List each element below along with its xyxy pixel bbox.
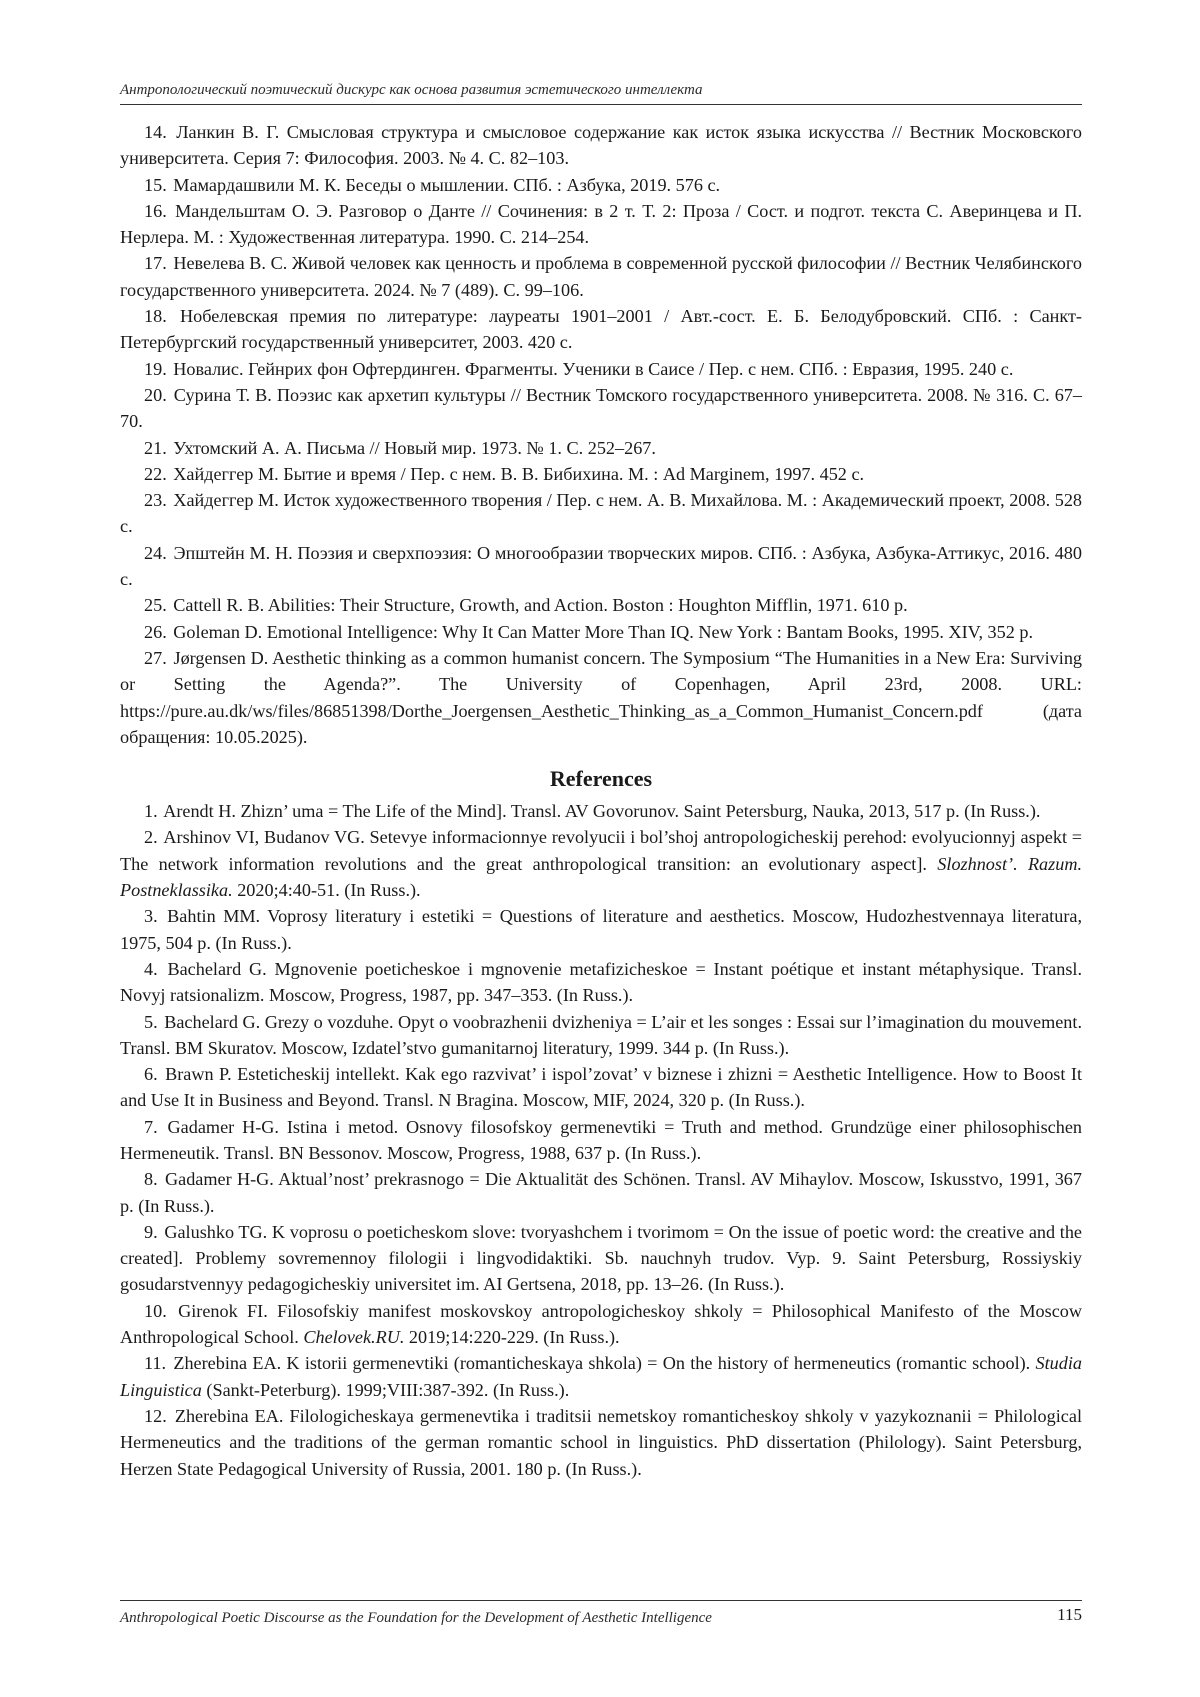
references-heading: References (549, 766, 653, 792)
header-rule (120, 104, 1082, 105)
reference-number: 25. (144, 595, 167, 616)
reference-number: 26. (144, 621, 167, 642)
reference-text: Ухтомский А. А. Письма // Новый мир. 1973. № 1. С. 252–267. (173, 437, 656, 458)
reference-text: Мандельштам О. Э. Разговор о Данте // Сочинения: в 2 т. Т. 2: Проза / Сост. и подгот. текста С. Аверинцева и П. Нерлера. М. : Художественная литература. 1990. С. 214–254. (120, 200, 1082, 248)
reference-number: 11. (144, 1353, 167, 1374)
reference-text: Bachelard G. Mgnovenie poeticheskoe i mgnovenie metafizicheskoe = Instant poétique et instant métaphysique. Transl. Novyj ratsionalizm. Moscow, Progress, 1987, pp. 347–353. (In Russ.). (120, 958, 1082, 1006)
reference-text: Galushko TG. K voprosu o poeticheskom slove: tvoryashchem i tvorimom = On the issue of poetic word: the creative and the created]. Problemy sovremennoy filologii i lingvodidaktiki. Sb. nauchnyh trudov. Vyp. 9. Saint Petersburg, Rossiyskiy gosudarstvennyy pedagogicheskiy universitet im. AI Gertsena, 2018, pp. 13–26. (In Russ.). (120, 1221, 1083, 1295)
reference-entry (120, 172, 1082, 198)
reference-number: 4. (144, 958, 158, 979)
reference-text: Zherebina EA. K istorii germenevtiki (romanticheskaya shkola) = On the history of hermeneutics (romantic school). (173, 1353, 1031, 1374)
reference-entry (120, 619, 1082, 645)
reference-journal-title: Studia Linguistica (120, 1353, 1082, 1400)
reference-entry (120, 1061, 1082, 1114)
reference-text: Хайдеггер М. Бытие и время / Пер. с нем. В. В. Бибихина. М. : Ad Marginem, 1997. 452 с. (173, 463, 865, 484)
reference-entry (120, 1219, 1082, 1298)
reference-text: Нобелевская премия по литературе: лауреаты 1901–2001 / Авт.-сост. Е. Б. Белодубровский. СПб. : Санкт-Петербургский государственный университет, 2003. 420 с. (120, 306, 1082, 353)
reference-entry (120, 461, 1082, 487)
reference-text: Новалис. Гейнрих фон Офтердинген. Фрагменты. Ученики в Саисе / Пер. с нем. СПб. : Евразия, 1995. 240 с. (173, 358, 1014, 379)
reference-text: Bachelard G. Grezy o vozduhe. Opyt o voobrazhenii dvizheniya = L’air et les songes : Essai sur l’imagination du mouvement. Transl. BM Skuratov. Moscow, Izdatel’stvo gumanitarnoj literatury, 1999. 344 p. (In Russ.). (120, 1011, 1083, 1058)
reference-text: Невелева В. С. Живой человек как ценность и проблема в современной русской философии // Вестник Челябинского государственного университета. 2024. № 7 (489). С. 99–106. (120, 253, 1082, 300)
reference-number: 12. (144, 1405, 167, 1426)
reference-entry (120, 824, 1082, 903)
reference-number: 24. (144, 542, 167, 563)
reference-entry (120, 119, 1082, 172)
reference-entry (120, 487, 1082, 540)
reference-entry (120, 903, 1082, 956)
reference-number: 18. (144, 306, 167, 327)
reference-number: 15. (144, 174, 167, 195)
reference-number: 20. (144, 384, 167, 405)
reference-entry (120, 435, 1082, 461)
reference-number: 3. (144, 906, 158, 927)
reference-details: (Sankt-Peterburg). 1999;VIII:387-392. (In Russ.). (201, 1379, 570, 1400)
reference-number: 19. (144, 358, 167, 379)
reference-text: Мамардашвили М. К. Беседы о мышлении. СПб. : Азбука, 2019. 576 с. (173, 174, 721, 195)
reference-entry (120, 1350, 1082, 1403)
reference-text: Gadamer H-G. Aktual’nost’ prekrasnogo = Die Aktualität des Schönen. Transl. AV Mihaylov. Moscow, Iskusstvo, 1991, 367 p. (In Russ.). (120, 1169, 1082, 1216)
reference-text: Gadamer H-G. Istina i metod. Osnovy filosofskoy germenevtiki = Truth and method. Grundzüge einer philosophischen Hermeneutik. Transl. BN Bessonov. Moscow, Progress, 1988, 637 p. (In Russ.). (120, 1116, 1082, 1163)
running-header: Антропологический поэтический дискурс как основа развития эстетического интеллекта (120, 82, 703, 98)
reference-text: Brawn P. Esteticheskij intellekt. Kak ego razvivat’ i ispol’zovat’ v biznese i zhizni = Aesthetic Intelligence. How to Boost It and Use It in Business and Beyond. Transl. N Bragina. Moscow, MIF, 2024, 320 p. (In Russ.). (120, 1064, 1082, 1111)
reference-journal-title: Chelovek.RU. (303, 1327, 405, 1348)
reference-text: Эпштейн М. Н. Поэзия и сверхпоэзия: О многообразии творческих миров. СПб. : Азбука, Азбука-Аттикус, 2016. 480 с. (120, 542, 1082, 590)
reference-entry (120, 956, 1082, 1009)
english-reference-list (120, 798, 1082, 1482)
reference-text: Хайдеггер М. Исток художественного творения / Пер. с нем. А. В. Михайлова. М. : Академический проект, 2008. 528 с. (120, 490, 1083, 537)
reference-text: Zherebina EA. Filologicheskaya germenevtika i traditsii nemetskoy romanticheskoy shkoly v yazykoznanii = Philological Hermeneutics and the traditions of the german romantic school in linguistics. PhD dissertation (Philology). Saint Petersburg, Herzen State Pedagogical University of Russia, 2001. 180 p. (In Russ.). (120, 1405, 1082, 1479)
reference-text: Girenok FI. Filosofskiy manifest moskovskoy antropologicheskoy shkoly = Philosophical Manifesto of the Moscow Anthropological School. (120, 1300, 1082, 1348)
reference-number: 2. (144, 827, 158, 848)
reference-text: Bahtin MM. Voprosy literatury i estetiki = Questions of literature and aesthetics. Moscow, Hudozhestvennaya literatura, 1975, 504 p. (In Russ.). (120, 906, 1083, 953)
reference-entry (120, 303, 1082, 356)
reference-entry (120, 1166, 1082, 1219)
reference-number: 8. (144, 1169, 158, 1190)
reference-details: 2020;4:40-51. (In Russ.). (232, 880, 421, 901)
reference-number: 21. (144, 437, 167, 458)
reference-number: 16. (144, 200, 167, 221)
reference-entry (120, 382, 1082, 435)
reference-text: Сурина Т. В. Поэзис как архетип культуры // Вестник Томского государственного университета. 2008. № 316. С. 67–70. (120, 384, 1082, 432)
reference-journal-title: Slozhnost’. Razum. Postneklassika. (120, 853, 1083, 901)
page-content (120, 119, 1082, 1482)
reference-number: 6. (144, 1064, 158, 1085)
reference-entry (120, 198, 1082, 251)
reference-text: Goleman D. Emotional Intelligence: Why It Can Matter More Than IQ. New York : Bantam Books, 1995. XIV, 352 p. (173, 621, 1034, 642)
reference-entry (120, 1114, 1082, 1167)
reference-number: 9. (144, 1221, 158, 1242)
reference-number: 17. (144, 253, 167, 274)
reference-details: 2019;14:220-229. (In Russ.). (404, 1327, 620, 1348)
reference-text: Ланкин В. Г. Смысловая структура и смысловое содержание как исток языка искусства // Вестник Московского университета. Серия 7: Философия. 2003. № 4. С. 82–103. (120, 122, 1082, 169)
reference-number: 22. (144, 463, 167, 484)
reference-entry (120, 1298, 1082, 1351)
reference-entry (120, 798, 1082, 824)
reference-number: 14. (144, 122, 167, 142)
reference-number: 5. (144, 1011, 158, 1032)
russian-reference-list (120, 119, 1082, 750)
reference-entry (120, 540, 1082, 593)
reference-text: Cattell R. B. Abilities: Their Structure, Growth, and Action. Boston : Houghton Mifflin, 1971. 610 p. (173, 595, 908, 616)
reference-number: 23. (144, 490, 167, 511)
reference-entry (120, 645, 1082, 750)
reference-number: 1. (144, 801, 158, 822)
reference-text: Arendt H. Zhizn’ uma = The Life of the Mind]. Transl. AV Govorunov. Saint Petersburg, Nauka, 2013, 517 p. (In Russ.). (163, 801, 1041, 822)
footer-rule (120, 1600, 1082, 1601)
reference-number: 27. (144, 647, 167, 668)
running-footer: Anthropological Poetic Discourse as the Foundation for the Development of Aesthetic Intelligence (120, 1610, 712, 1626)
reference-text: Jørgensen D. Aesthetic thinking as a common humanist concern. The Symposium “The Humanities in a New Era: Surviving or Setting the Agenda?”. The University of Copenhagen, April 23rd, 2008. URL: https://pure.au.dk/ws/files/86851398/Dorthe_Joergensen_Aesthetic_Thinking_as_a_Common_Humanist_Concern.pdf (дата обращения: 10.05.2025). (120, 647, 1083, 747)
reference-number: 10. (144, 1300, 167, 1321)
reference-entry (120, 1403, 1082, 1482)
reference-number: 7. (144, 1116, 158, 1137)
reference-entry (120, 356, 1082, 382)
reference-entry (120, 1009, 1082, 1062)
reference-entry (120, 592, 1082, 618)
page-number: 115 (1057, 1605, 1082, 1624)
reference-entry (120, 250, 1082, 303)
reference-text: Arshinov VI, Budanov VG. Setevye informacionnye revolyucii i bol’shoj antropologicheskij perehod: evolyucionnyj aspekt = The network information revolutions and the great anthropological transition: an evolutionary aspect]. (120, 827, 1083, 874)
